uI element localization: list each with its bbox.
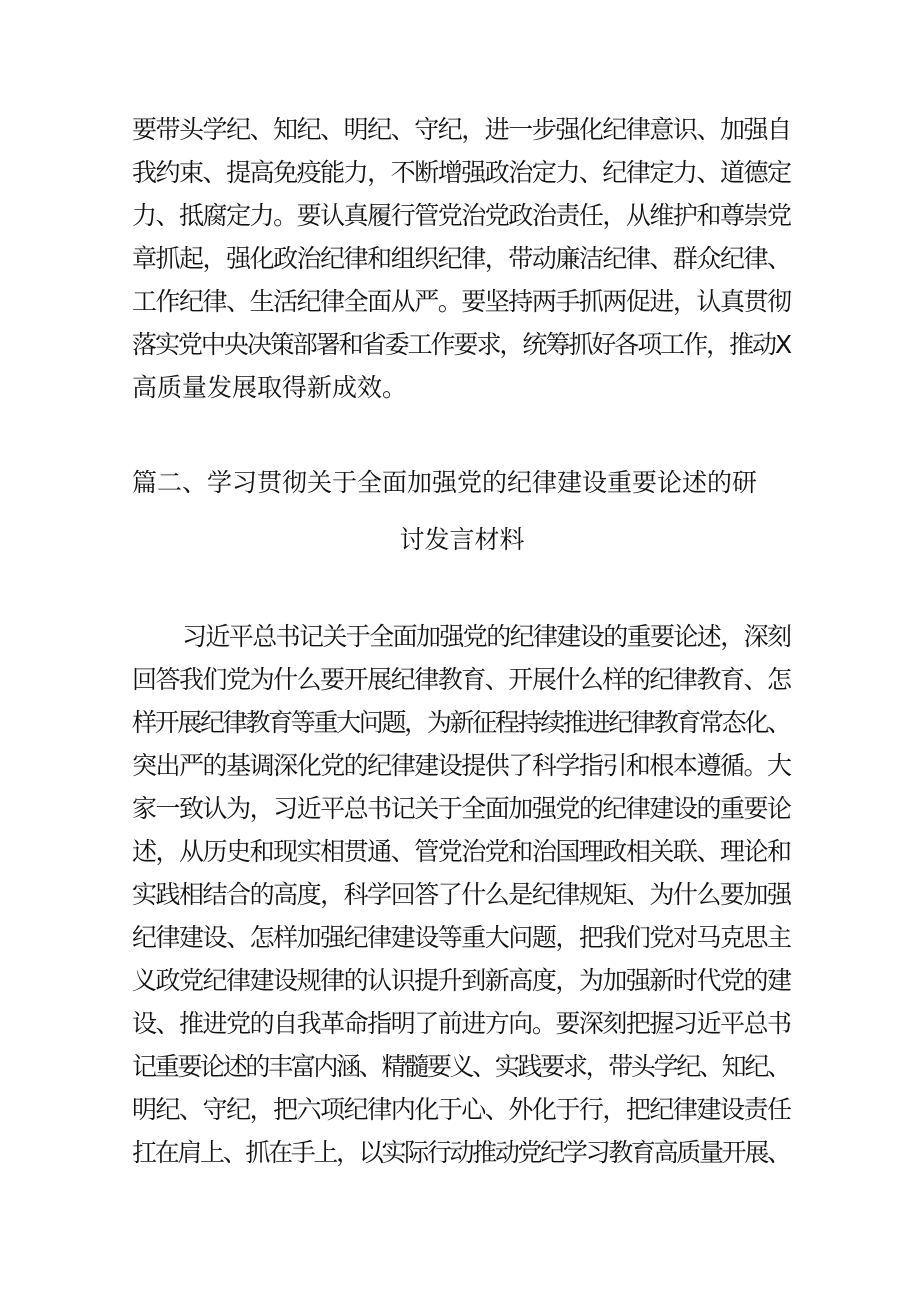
text-line: 回答我们党为什么要开展纪律教育、开展什么样的纪律教育、怎 — [132, 665, 791, 694]
heading-line-1: 篇二、学习贯彻关于全面加强党的纪律建设重要论述的研 — [132, 468, 758, 497]
text-line: 记重要论述的丰富内涵、精髓要义、实践要求，带头学纪、知纪、 — [132, 1052, 790, 1081]
text-line: 设、推进党的自我革命指明了前进方向。要深刻把握习近平总书 — [132, 1009, 791, 1038]
text-line: 明纪、守纪，把六项纪律内化于心、外化于行，把纪律建设责任 — [132, 1095, 791, 1124]
text-line: 扛在肩上、抓在手上，以实际行动推动党纪学习教育高质量开展、 — [132, 1138, 790, 1167]
text-line: 纪律建设、怎样加强纪律建设等重大问题，把我们党对马克思主 — [132, 923, 791, 952]
text-line: 样开展纪律教育等重大问题，为新征程持续推进纪律教育常态化、 — [132, 708, 790, 737]
text-line: 实践相结合的高度，科学回答了什么是纪律规矩、为什么要加强 — [132, 880, 791, 909]
text-line: 落实党中央决策部署和省委工作要求，统筹抓好各项工作，推动X — [132, 330, 791, 359]
text-line: 要带头学纪、知纪、明纪、守纪，进一步强化纪律意识、加强自 — [132, 115, 791, 144]
text-line: 突出严的基调深化党的纪律建设提供了科学指引和根本遵循。大 — [132, 751, 791, 780]
text-line: 述，从历史和现实相贯通、管党治党和治国理政相关联、理论和 — [132, 837, 791, 866]
text-line: 义政党纪律建设规律的认识提升到新高度，为加强新时代党的建 — [132, 966, 791, 995]
text-line: 习近平总书记关于全面加强党的纪律建设的重要论述，深刻 — [182, 622, 791, 651]
text-line: 家一致认为，习近平总书记关于全面加强党的纪律建设的重要论 — [132, 794, 791, 823]
text-line: 我约束、提高免疫能力，不断增强政治定力、纪律定力、道德定 — [132, 158, 791, 187]
text-line: 力、抵腐定力。要认真履行管党治党政治责任，从维护和尊崇党 — [132, 201, 791, 230]
text-line: 工作纪律、生活纪律全面从严。要坚持两手抓两促进，认真贯彻 — [132, 287, 791, 316]
text-line: 章抓起，强化政治纪律和组织纪律，带动廉洁纪律、群众纪律、 — [132, 244, 791, 273]
heading-line-2: 讨发言材料 — [399, 525, 525, 554]
text-line: 高质量发展取得新成效。 — [132, 373, 408, 402]
